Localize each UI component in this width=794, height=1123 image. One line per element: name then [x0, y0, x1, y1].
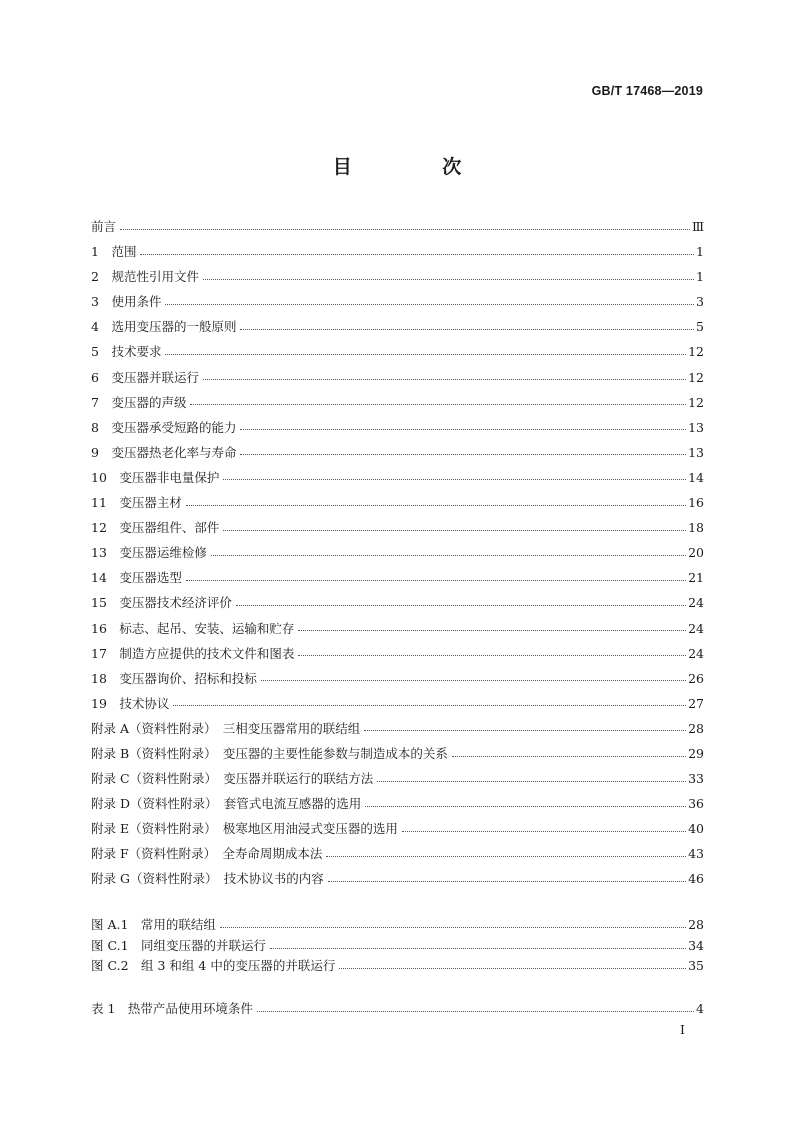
- toc-entry-label: 18 变压器询价、招标和投标: [91, 670, 257, 686]
- toc-dot-leader: [257, 1010, 694, 1012]
- toc-entry-page: 3: [696, 294, 704, 310]
- toc-entry[interactable]: [91, 289, 704, 314]
- toc-entry[interactable]: [91, 540, 704, 565]
- toc-dot-leader: [140, 253, 694, 255]
- toc-entry[interactable]: [91, 936, 704, 957]
- toc-entry-label: 7 变压器的声级: [91, 394, 187, 410]
- toc-entry[interactable]: [91, 490, 704, 515]
- toc-entry[interactable]: [91, 915, 704, 936]
- toc-entry[interactable]: [91, 666, 704, 691]
- toc-entry-page: 12: [688, 369, 704, 385]
- toc-tables-list: [91, 999, 704, 1020]
- toc-entry[interactable]: [91, 841, 704, 866]
- toc-entry-label: 表 1 热带产品使用环境条件: [91, 1001, 253, 1016]
- toc-entry-page: 40: [688, 821, 704, 837]
- toc-dot-leader: [240, 453, 686, 455]
- toc-entry-page: 35: [688, 958, 704, 973]
- toc-entry[interactable]: [91, 641, 704, 666]
- toc-dot-leader: [298, 654, 686, 656]
- toc-entry[interactable]: [91, 590, 704, 615]
- toc-entry-page: 36: [688, 796, 704, 812]
- toc-entry-page: 27: [688, 695, 704, 711]
- toc-entry-label: 14 变压器选型: [91, 570, 182, 586]
- toc-dot-leader: [402, 830, 686, 832]
- toc-entry[interactable]: [91, 515, 704, 540]
- toc-entry[interactable]: [91, 314, 704, 339]
- toc-entry-page: 33: [688, 771, 704, 787]
- toc-entry[interactable]: [91, 264, 704, 289]
- toc-dot-leader: [452, 755, 686, 757]
- toc-entry-label: 前言: [91, 219, 117, 234]
- toc-entry[interactable]: [91, 214, 704, 239]
- toc-dot-leader: [165, 353, 686, 355]
- toc-entry-label: 6 变压器并联运行: [91, 369, 199, 385]
- toc-entry[interactable]: [91, 956, 704, 977]
- toc-entry-label: 10 变压器非电量保护: [91, 469, 220, 485]
- toc-entry-label: 3 使用条件: [91, 294, 162, 310]
- toc-sections-list: [91, 214, 704, 892]
- toc-entry-page: 28: [688, 720, 704, 736]
- toc-entry-page: 1: [696, 269, 704, 285]
- toc-entry[interactable]: [91, 691, 704, 716]
- toc-entry-page: 29: [688, 745, 704, 761]
- toc-dot-leader: [211, 554, 686, 556]
- toc-entry-page: 5: [696, 319, 704, 335]
- toc-entry[interactable]: [91, 766, 704, 791]
- toc-entry-page: 21: [688, 570, 704, 586]
- toc-entry[interactable]: [91, 465, 704, 490]
- toc-entry-page: 12: [688, 344, 704, 360]
- toc-dot-leader: [223, 529, 686, 531]
- toc-entry-label: 12 变压器组件、部件: [91, 520, 220, 536]
- toc-entry-label: 19 技术协议: [91, 695, 170, 711]
- toc-entry-label: 图 C.2 组 3 和组 4 中的变压器的并联运行: [91, 958, 336, 973]
- toc-dot-leader: [240, 328, 694, 330]
- page-number: I: [680, 1022, 685, 1037]
- toc-dot-leader: [165, 303, 694, 305]
- toc-entry-page: Ⅲ: [691, 219, 704, 234]
- toc-entry-label: 11 变压器主材: [91, 495, 182, 511]
- toc-dot-leader: [339, 967, 686, 969]
- toc-entry[interactable]: [91, 741, 704, 766]
- toc-entry-page: 28: [688, 917, 704, 932]
- toc-dot-leader: [364, 729, 686, 731]
- toc-entry[interactable]: [91, 415, 704, 440]
- toc-entry-label: 15 变压器技术经济评价: [91, 595, 232, 611]
- toc-entry-label: 1 范围: [91, 244, 137, 260]
- toc-entry-label: 附录 F（资料性附录） 全寿命周期成本法: [91, 846, 323, 862]
- toc-entry-page: 20: [688, 545, 704, 561]
- toc-title: 目 次: [332, 156, 504, 178]
- toc-entry[interactable]: [91, 866, 704, 891]
- toc-entry-label: 附录 E（资料性附录） 极寒地区用油浸式变压器的选用: [91, 821, 398, 837]
- toc-dot-leader: [186, 579, 686, 581]
- toc-dot-leader: [186, 504, 686, 506]
- standard-code: GB/T 17468—2019: [591, 84, 703, 98]
- toc-entry-page: 14: [688, 469, 704, 485]
- toc-dot-leader: [203, 378, 686, 380]
- toc-entry-label: 图 C.1 同组变压器的并联运行: [91, 937, 267, 953]
- toc-dot-leader: [270, 947, 686, 949]
- toc-entry[interactable]: [91, 791, 704, 816]
- toc-entry-page: 16: [688, 495, 704, 511]
- toc-entry-page: 13: [688, 419, 704, 435]
- toc-entry[interactable]: [91, 716, 704, 741]
- toc-entry-label: 附录 D（资料性附录） 套管式电流互感器的选用: [91, 796, 362, 812]
- toc-entry-page: 18: [688, 520, 704, 536]
- toc-entry[interactable]: [91, 339, 704, 364]
- toc-entry-label: 5 技术要求: [91, 344, 162, 360]
- toc-entry-label: 2 规范性引用文件: [91, 269, 199, 285]
- toc-entry[interactable]: [91, 816, 704, 841]
- toc-figures-list: [91, 915, 704, 977]
- toc-entry-label: 17 制造方应提供的技术文件和图表: [91, 645, 295, 661]
- toc-entry-label: 13 变压器运维检修: [91, 545, 207, 561]
- toc-entry-label: 附录 A（资料性附录） 三相变压器常用的联结组: [91, 720, 361, 736]
- toc-entry[interactable]: [91, 239, 704, 264]
- toc-dot-leader: [377, 780, 686, 782]
- toc-entry[interactable]: [91, 565, 704, 590]
- toc-entry-page: 34: [688, 937, 704, 953]
- toc-entry-label: 16 标志、起吊、安装、运输和贮存: [91, 620, 295, 636]
- toc-entry-label: 图 A.1 常用的联结组: [91, 917, 216, 932]
- toc-dot-leader: [240, 428, 686, 430]
- toc-entry-label: 附录 G（资料性附录） 技术协议书的内容: [91, 871, 324, 887]
- toc-entry-label: 9 变压器热老化率与寿命: [91, 444, 237, 460]
- toc-entry-page: 43: [688, 846, 704, 862]
- toc-entry-page: 24: [688, 595, 704, 611]
- toc-entry-page: 24: [688, 620, 704, 636]
- toc-dot-leader: [223, 478, 686, 480]
- toc-dot-leader: [298, 629, 686, 631]
- toc-entry[interactable]: [91, 999, 704, 1020]
- toc-entry-label: 8 变压器承受短路的能力: [91, 419, 237, 435]
- toc-dot-leader: [190, 403, 686, 405]
- toc-entry-page: 46: [688, 871, 704, 887]
- toc-dot-leader: [203, 278, 694, 280]
- toc-dot-leader: [326, 855, 686, 857]
- toc-dot-leader: [220, 926, 686, 928]
- toc-dot-leader: [328, 880, 686, 882]
- toc-entry-page: 1: [696, 244, 704, 260]
- toc-dot-leader: [365, 805, 686, 807]
- toc-entry[interactable]: [91, 390, 704, 415]
- toc-dot-leader: [173, 704, 686, 706]
- toc-entry-page: 4: [696, 1001, 704, 1016]
- toc-entry-page: 26: [688, 670, 704, 686]
- toc-dot-leader: [261, 679, 686, 681]
- toc-entry[interactable]: [91, 365, 704, 390]
- toc-entry-page: 24: [688, 645, 704, 661]
- toc-entry[interactable]: [91, 440, 704, 465]
- toc-entry-label: 附录 B（资料性附录） 变压器的主要性能参数与制造成本的关系: [91, 745, 448, 761]
- toc-dot-leader: [236, 604, 686, 606]
- toc-dot-leader: [120, 228, 690, 230]
- toc-entry-page: 13: [688, 444, 704, 460]
- toc-entry-label: 4 选用变压器的一般原则: [91, 319, 237, 335]
- toc-entry-page: 12: [688, 394, 704, 410]
- toc-entry-label: 附录 C（资料性附录） 变压器并联运行的联结方法: [91, 771, 374, 787]
- toc-entry[interactable]: [91, 616, 704, 641]
